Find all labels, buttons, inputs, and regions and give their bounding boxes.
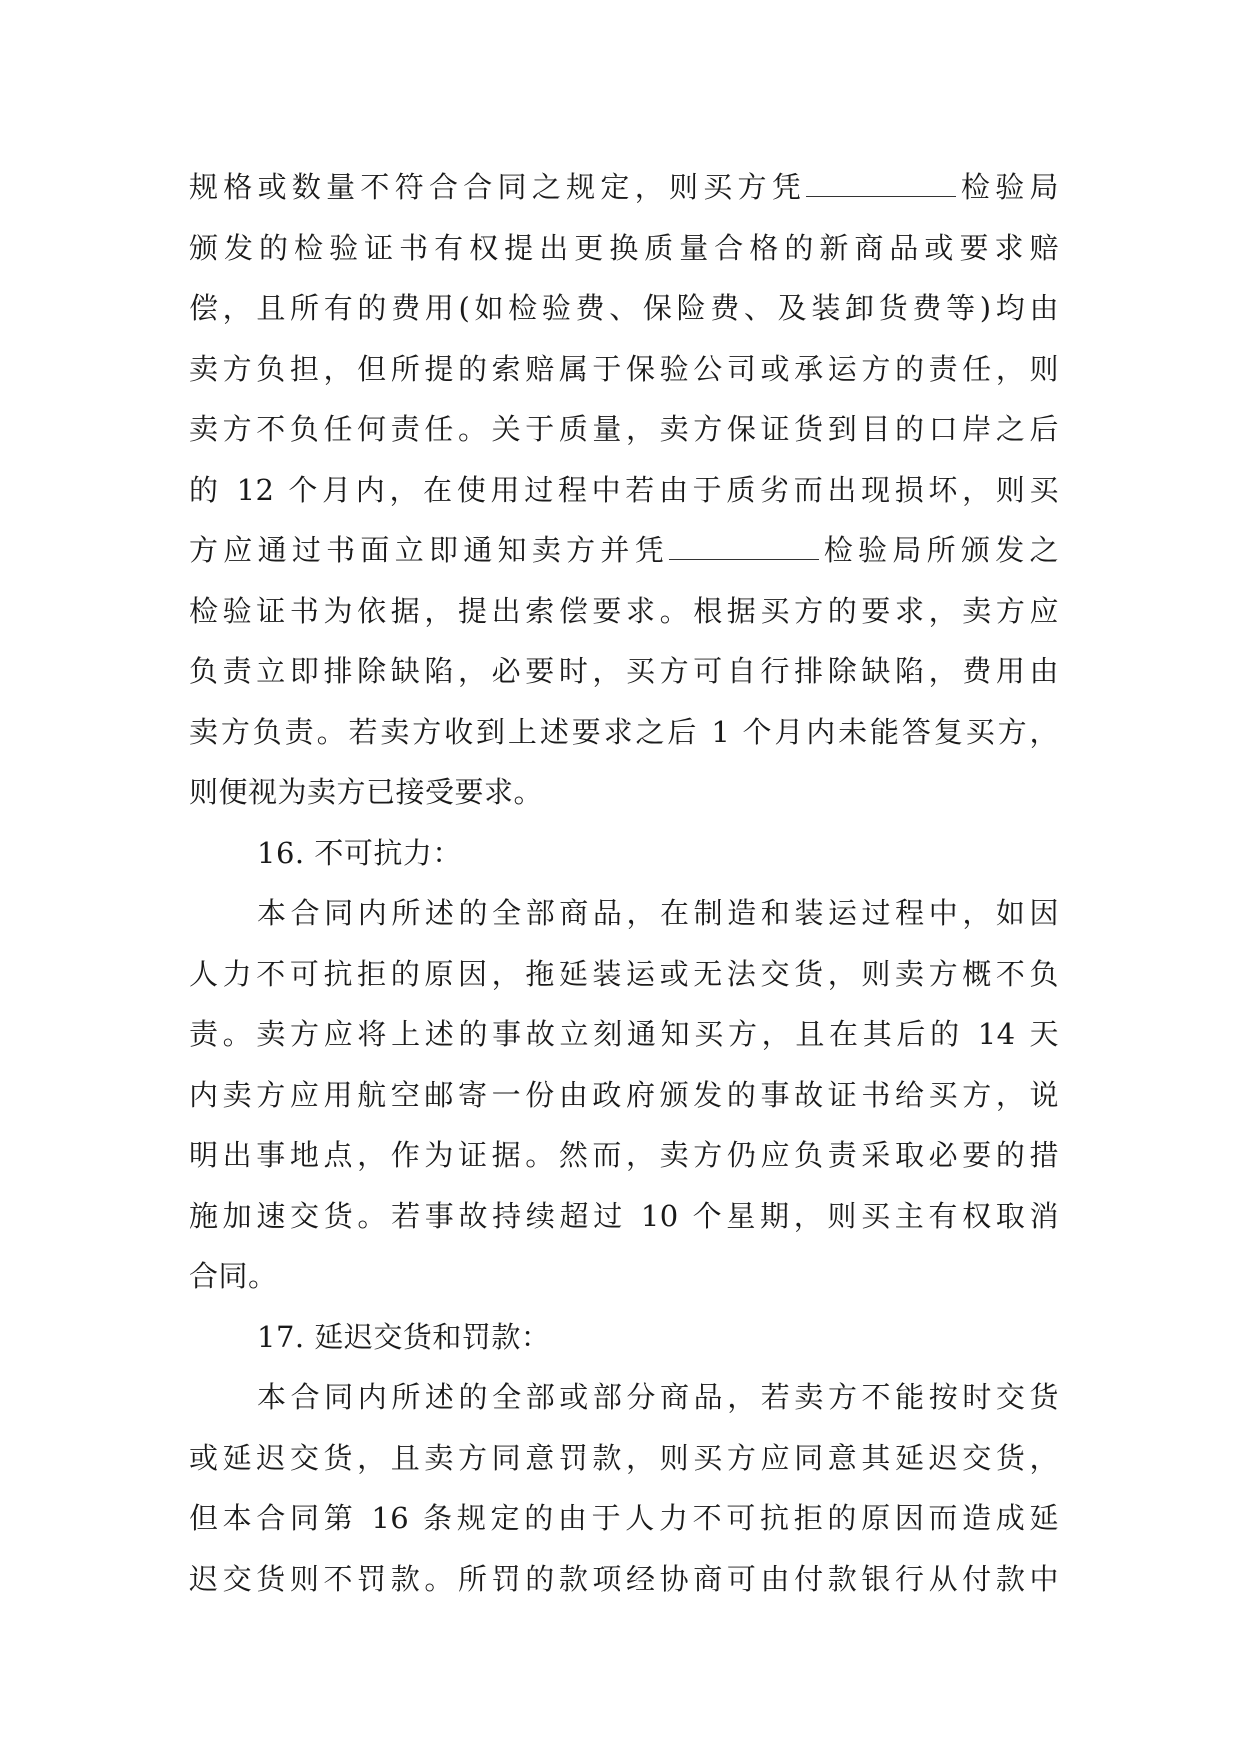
fill-in-blank	[806, 162, 956, 197]
text-line: 卖方负担，但所提的索赔属于保验公司或承运方的责任，则	[189, 351, 1059, 386]
text-line: 内卖方应用航空邮寄一份由政府颁发的事故证书给买方，说	[189, 1077, 1059, 1112]
text-line: 负责立即排除缺陷，必要时，买方可自行排除缺陷，费用由	[189, 654, 1059, 688]
text-line: 本合同内所述的全部商品，在制造和装运过程中，如因	[257, 896, 1059, 930]
fill-in-blank	[669, 525, 819, 560]
contract-text	[189, 157, 1059, 1609]
text-line: 明出事地点，作为证据。然而，卖方仍应负责采取必要的措	[189, 1138, 1059, 1172]
text-line: 颁发的检验证书有权提出更换质量合格的新商品或要求赔	[189, 230, 1059, 265]
text-line: 规格或数量不符合合同之规定，则买方凭 检验局	[189, 157, 1059, 218]
text-line: 本合同内所述的全部或部分商品，若卖方不能按时交货	[257, 1380, 1059, 1414]
text-line: 责。卖方应将上述的事故立刻通知买方，且在其后的 14 天	[189, 1017, 1059, 1051]
text-line: 的 12 个月内，在使用过程中若由于质劣而出现损坏，则买	[189, 472, 1059, 507]
section-heading-16: 16. 不可抗力：	[257, 835, 462, 870]
text-line: 但本合同第 16 条规定的由于人力不可抗拒的原因而造成延	[189, 1501, 1059, 1535]
text-line: 或延迟交货，且卖方同意罚款，则买方应同意其延迟交货，	[189, 1440, 1059, 1475]
text-line: 施加速交货。若事故持续超过 10 个星期，则买主有权取消	[189, 1198, 1059, 1233]
text-line: 检验证书为依据，提出索偿要求。根据买方的要求，卖方应	[189, 593, 1059, 628]
text-line: 合同。	[189, 1259, 278, 1293]
text-line: 卖方负责。若卖方收到上述要求之后 1 个月内未能答复买方，	[189, 714, 1059, 749]
text-line: 人力不可抗拒的原因，拖延装运或无法交货，则卖方概不负	[189, 956, 1059, 991]
section-heading-17: 17. 延迟交货和罚款：	[257, 1319, 551, 1354]
text-line: 迟交货则不罚款。所罚的款项经协商可由付款银行从付款中	[189, 1561, 1059, 1596]
text-line: 卖方不负任何责任。关于质量，卖方保证货到目的口岸之后	[189, 412, 1059, 446]
text-line: 则便视为卖方已接受要求。	[189, 775, 544, 809]
text-line: 偿，且所有的费用(如检验费、保险费、及装卸货费等)均由	[189, 291, 1059, 325]
text-line: 方应通过书面立即通知卖方并凭 检验局所颁发之	[189, 520, 1059, 581]
